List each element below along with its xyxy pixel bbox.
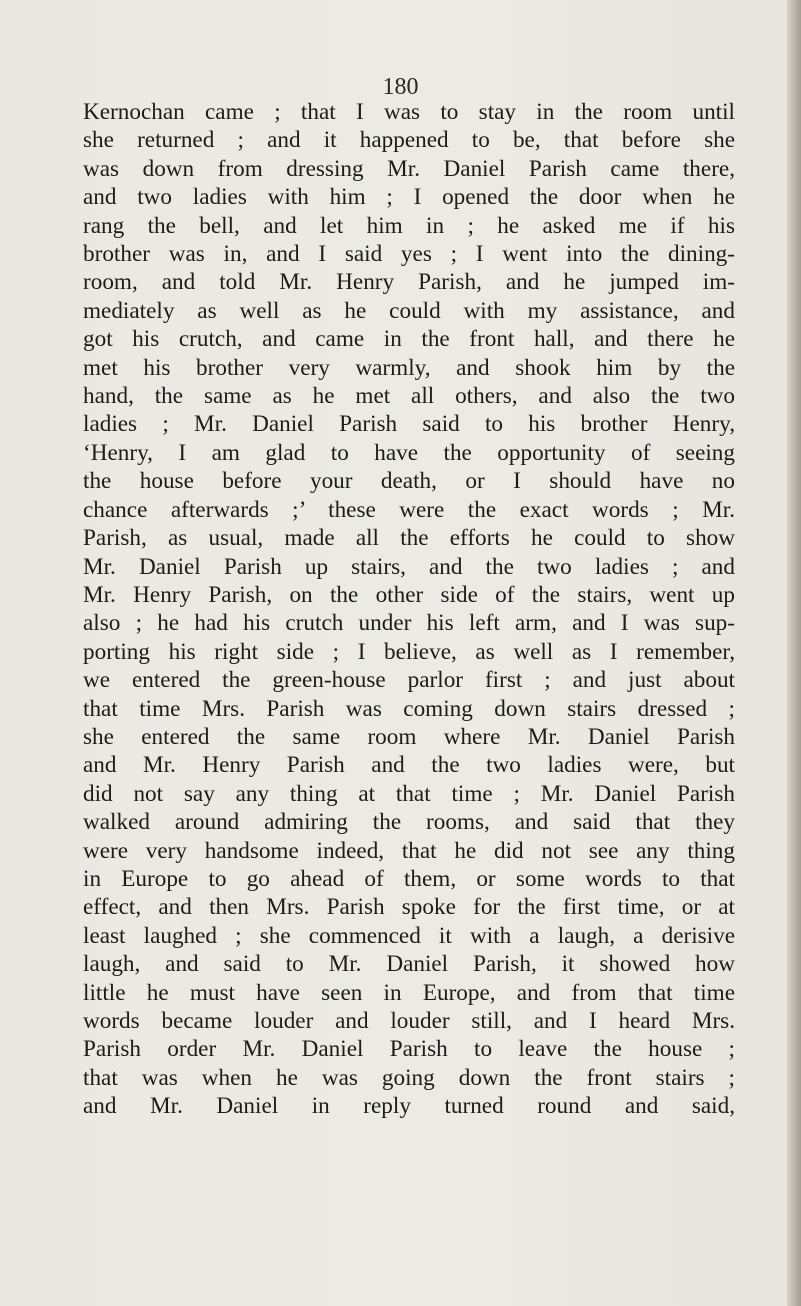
text-line: Mr. Henry Parish, on the other side of the stairs, went up <box>83 581 735 608</box>
text-line: mediately as well as he could with my assistance, and <box>83 297 735 324</box>
text-line: porting his right side ; I believe, as well as I remember, <box>83 638 735 665</box>
text-line: least laughed ; she commenced it with a laugh, a derisive <box>83 922 735 949</box>
text-line: room, and told Mr. Henry Parish, and he jumped im- <box>83 269 735 296</box>
text-line: ladies ; Mr. Daniel Parish said to his brother Henry, <box>83 411 735 438</box>
text-line: in Europe to go ahead of them, or some words to that <box>83 865 735 892</box>
text-line: got his crutch, and came in the front hall, and there he <box>83 326 735 353</box>
page-number: 180 <box>382 74 419 100</box>
text-line: the house before your death, or I should have no <box>83 468 735 495</box>
body-text <box>83 98 735 1121</box>
text-line: and two ladies with him ; I opened the door when he <box>83 184 735 211</box>
text-line: ‘Henry, I am glad to have the opportunity of seeing <box>83 439 735 466</box>
page-edge <box>787 0 801 1306</box>
text-line: chance afterwards ;’ these were the exact words ; Mr. <box>83 496 735 523</box>
text-line: Parish order Mr. Daniel Parish to leave the house ; <box>83 1036 735 1063</box>
text-line: brother was in, and I said yes ; I went into the dining- <box>83 241 735 268</box>
text-line: met his brother very warmly, and shook him by the <box>83 354 735 381</box>
text-line: little he must have seen in Europe, and from that time <box>83 979 735 1006</box>
text-line: laugh, and said to Mr. Daniel Parish, it showed how <box>83 951 735 978</box>
text-line: she returned ; and it happened to be, that before she <box>83 127 735 154</box>
text-line: that time Mrs. Parish was coming down stairs dressed ; <box>83 695 735 722</box>
text-line: also ; he had his crutch under his left arm, and I was sup- <box>83 610 735 637</box>
text-line: she entered the same room where Mr. Daniel Parish <box>83 723 735 750</box>
text-line: Parish, as usual, made all the efforts he could to show <box>83 525 735 552</box>
text-line: that was when he was going down the front stairs ; <box>83 1064 735 1091</box>
text-line: was down from dressing Mr. Daniel Parish came there, <box>83 155 735 182</box>
text-line: did not say any thing at that time ; Mr. Daniel Parish <box>83 780 735 807</box>
text-line: hand, the same as he met all others, and also the two <box>83 383 735 410</box>
text-line: and Mr. Daniel in reply turned round and said, <box>83 1093 735 1120</box>
text-line: words became louder and louder still, and I heard Mrs. <box>83 1008 735 1034</box>
text-line: we entered the green-house parlor first ; and just about <box>83 667 735 694</box>
text-line: rang the bell, and let him in ; he asked me if his <box>83 212 735 239</box>
text-line: and Mr. Henry Parish and the two ladies were, but <box>83 752 735 779</box>
text-line: were very handsome indeed, that he did not see any thing <box>83 837 735 864</box>
text-line: walked around admiring the rooms, and said that they <box>83 809 735 836</box>
text-line: effect, and then Mrs. Parish spoke for the first time, or at <box>83 894 735 921</box>
text-line: Mr. Daniel Parish up stairs, and the two ladies ; and <box>83 553 735 580</box>
text-line: Kernochan came ; that I was to stay in the room until <box>83 99 735 125</box>
